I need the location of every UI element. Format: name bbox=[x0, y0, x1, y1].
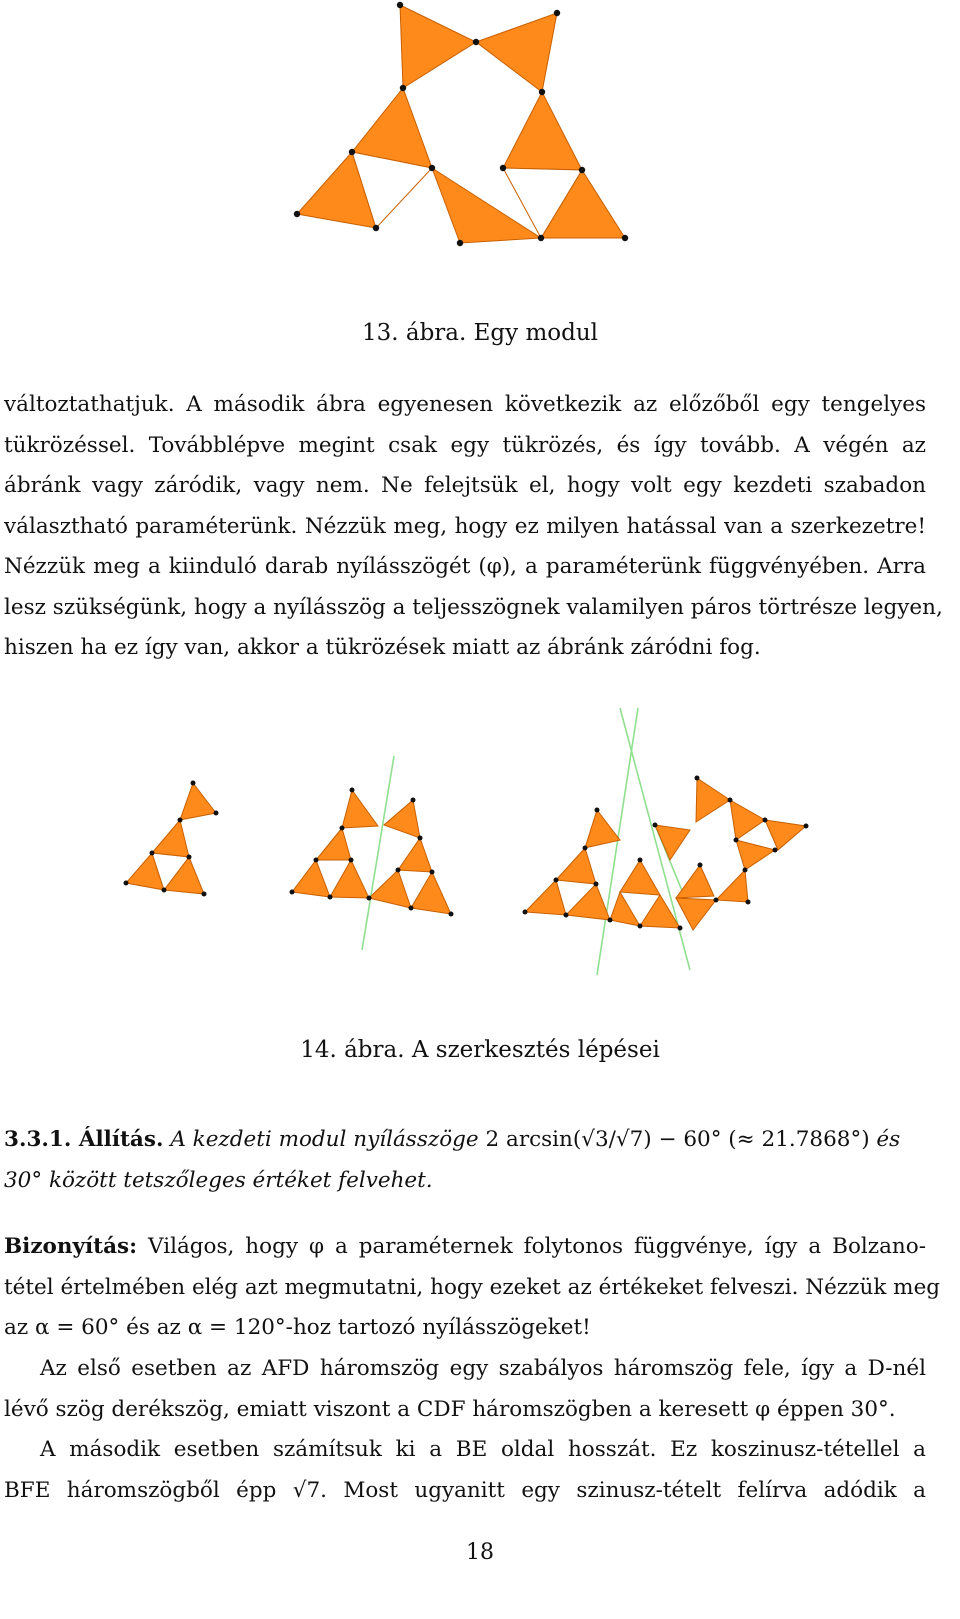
proof-label: Bizonyítás: bbox=[4, 1234, 138, 1259]
text-line: tétel értelmében elég azt megmutatni, hogy ezeket az értékeket felveszi. Nézzük meg bbox=[4, 1274, 941, 1300]
text-line: tükrözéssel. Továbblépve megint csak egy tükrözés, és így tovább. A végén az bbox=[4, 432, 926, 458]
proof-line-1 bbox=[4, 1227, 926, 1268]
paragraph-1 bbox=[4, 385, 943, 669]
proof bbox=[4, 1227, 941, 1349]
figure-14-construction-steps bbox=[0, 700, 960, 990]
page-number: 18 bbox=[466, 1540, 494, 1565]
text-line: hiszen ha ez így van, akkor a tükrözések miatt az ábránk záródni fog. bbox=[4, 635, 761, 660]
figure-13-module bbox=[0, 0, 960, 300]
paragraph-2 bbox=[4, 1349, 926, 1430]
text-line: Az első esetben az AFD háromszög egy szabályos háromszög fele, így a D-nél bbox=[40, 1356, 926, 1381]
claim-text-end: és bbox=[876, 1127, 901, 1152]
text-line: választható paraméterünk. Nézzük meg, hogy ez milyen hatással van a szerkezetre! bbox=[4, 513, 926, 539]
step-2-module bbox=[290, 756, 454, 950]
proof-text: Világos, hogy φ a paraméternek folytonos függvénye, így a Bolzano- bbox=[148, 1234, 926, 1259]
text-line: lesz szükségünk, hogy a nyílásszög a teljesszögnek valamilyen páros törtrésze legyen, bbox=[4, 594, 943, 620]
text-line: változtathatjuk. A második ábra egyenesen következik az előzőből egy tengelyes bbox=[4, 392, 926, 417]
figure-14-caption: 14. ábra. A szerkesztés lépései bbox=[300, 1037, 660, 1063]
text-line: A második esetben számítsuk ki a BE oldal hosszát. Ez koszinusz-tétellel a bbox=[40, 1437, 926, 1462]
module-triangles bbox=[297, 5, 625, 243]
triangle bbox=[476, 13, 557, 92]
triangle bbox=[503, 92, 582, 170]
step-1-module bbox=[124, 781, 219, 897]
text-line: Nézzük meg a kiinduló darab nyílásszögét (φ), a paraméterünk függvényében. Arra bbox=[4, 554, 926, 579]
claim-formula: 2 arcsin(√3/√7) − 60° (≈ 21.7868°) bbox=[485, 1127, 870, 1152]
claim-label: 3.3.1. Állítás. bbox=[4, 1127, 164, 1152]
figure-13-caption: 13. ábra. Egy modul bbox=[361, 320, 599, 346]
triangle bbox=[400, 5, 476, 88]
text-line: lévő szög derékszög, emiatt viszont a CDF háromszögben a keresett φ éppen 30°. bbox=[4, 1396, 896, 1422]
claim-text: A kezdeti modul nyílásszöge bbox=[170, 1127, 479, 1152]
claim-line-1 bbox=[4, 1120, 926, 1161]
text-line: ábránk vagy záródik, vagy nem. Ne felejtsük el, hogy volt egy kezdeti szabadon bbox=[4, 473, 926, 498]
text-line: BFE háromszögből épp √7. Most ugyanitt egy szinusz-tételt felírva adódik a bbox=[4, 1477, 926, 1503]
paragraph-3 bbox=[4, 1430, 926, 1511]
claim-line-2: 30° között tetszőleges értéket felvehet. bbox=[4, 1167, 433, 1193]
step-3-module bbox=[523, 708, 809, 975]
claim bbox=[4, 1120, 926, 1201]
text-line: az α = 60° és az α = 120°-hoz tartozó nyílásszögeket! bbox=[4, 1315, 591, 1340]
